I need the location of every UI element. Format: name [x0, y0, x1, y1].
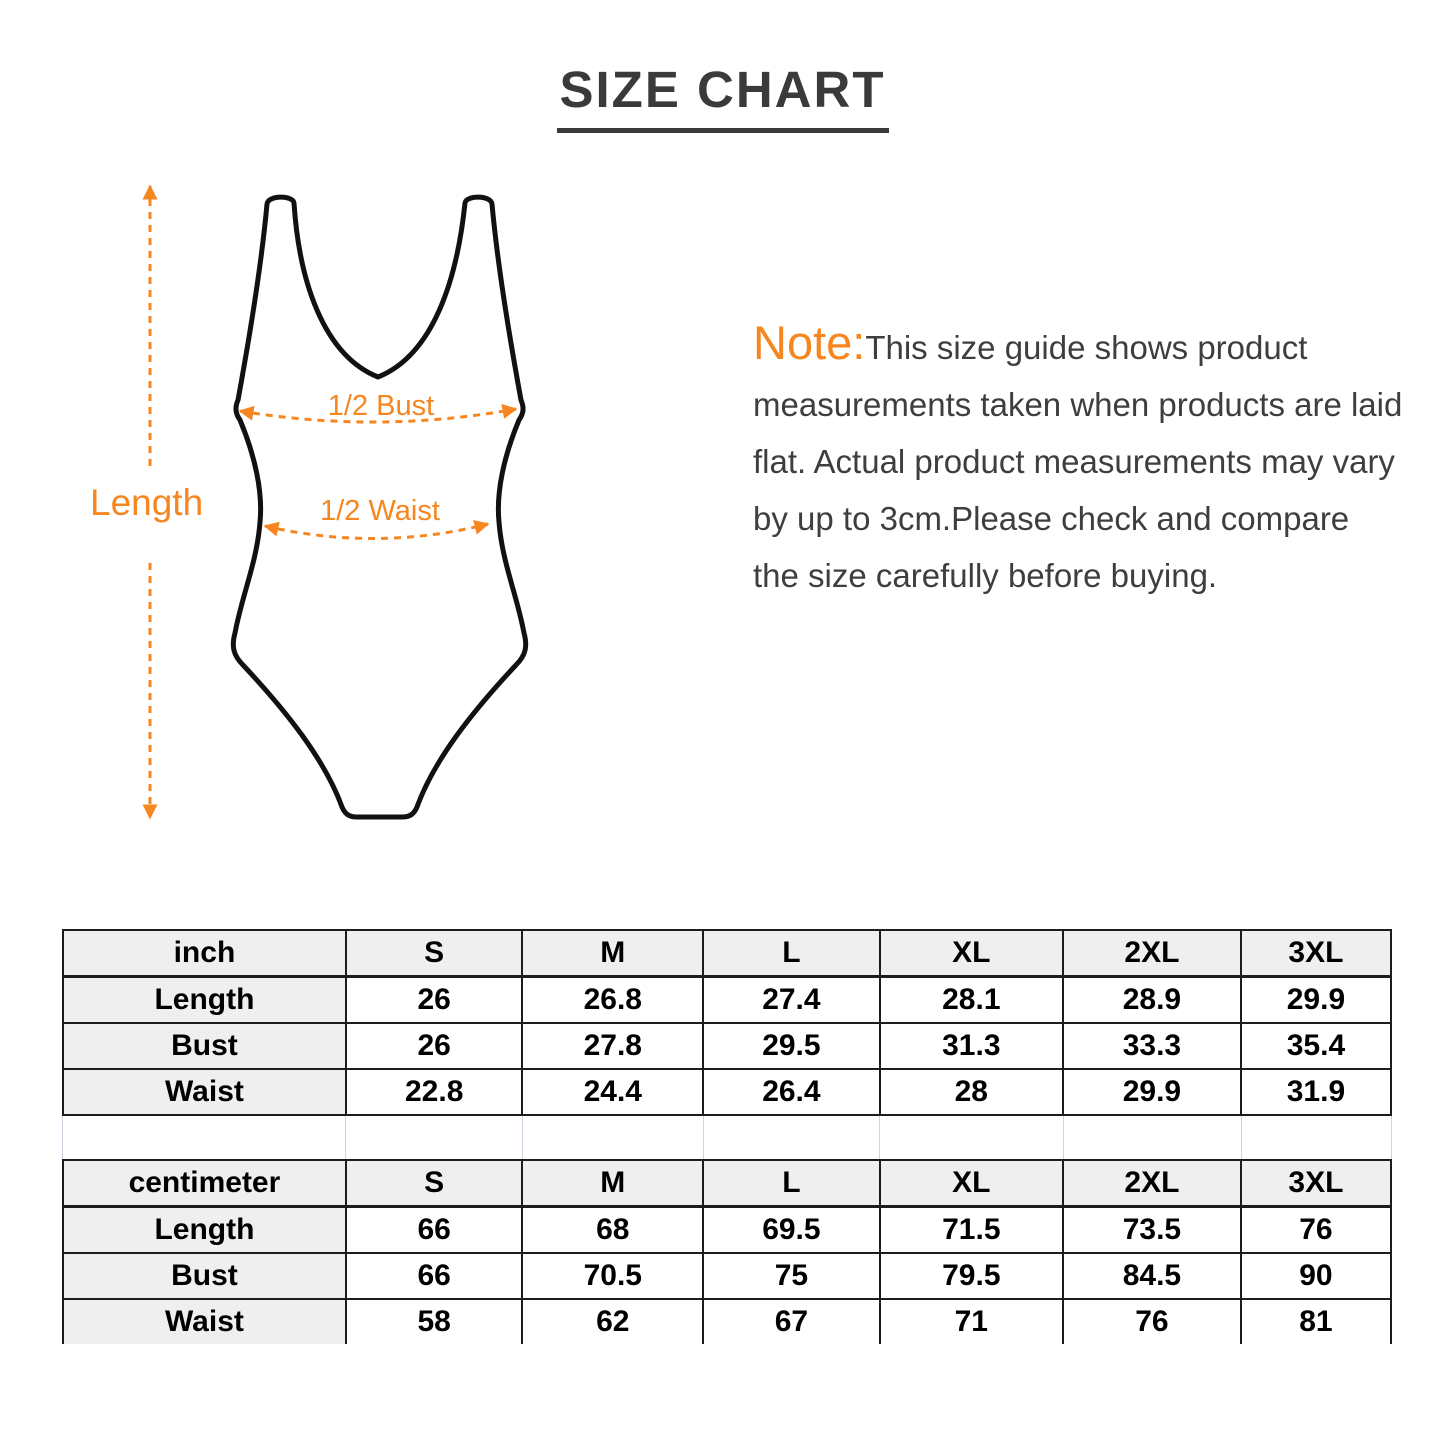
title-area — [0, 60, 1445, 133]
swimsuit-diagram — [60, 170, 570, 880]
cell: 27.8 — [522, 1023, 703, 1069]
col-header: L — [703, 930, 880, 977]
cell: 26 — [346, 1023, 523, 1069]
cell: 35.4 — [1241, 1023, 1391, 1069]
cell: 31.9 — [1241, 1069, 1391, 1115]
table-row — [63, 1023, 1391, 1069]
cell: 73.5 — [1063, 1207, 1241, 1254]
cell: 22.8 — [346, 1069, 523, 1115]
col-header: S — [346, 1160, 523, 1207]
row-label: Length — [63, 977, 346, 1024]
waist-label: 1/2 Waist — [320, 495, 440, 527]
table-row — [63, 977, 1391, 1024]
unit-header: inch — [63, 930, 346, 977]
cell: 26.4 — [703, 1069, 880, 1115]
cell: 26.8 — [522, 977, 703, 1024]
col-header: S — [346, 930, 523, 977]
cell: 28.9 — [1063, 977, 1241, 1024]
col-header: 3XL — [1241, 1160, 1391, 1207]
col-header: 3XL — [1241, 930, 1391, 977]
row-label: Bust — [63, 1023, 346, 1069]
cell: 68 — [522, 1207, 703, 1254]
cell: 28.1 — [880, 977, 1063, 1024]
col-header: M — [522, 1160, 703, 1207]
page-title: SIZE CHART — [557, 60, 889, 133]
cell: 27.4 — [703, 977, 880, 1024]
cell: 26 — [346, 977, 523, 1024]
cell: 29.9 — [1063, 1069, 1241, 1115]
swimsuit-outline — [233, 197, 525, 817]
table-row — [63, 1299, 1391, 1344]
cell: 84.5 — [1063, 1253, 1241, 1299]
table-spacer — [62, 1116, 1392, 1159]
note-prefix: Note: — [753, 316, 866, 369]
table-row — [63, 1207, 1391, 1254]
table-header-row — [63, 1160, 1391, 1207]
cell: 81 — [1241, 1299, 1391, 1344]
cell: 24.4 — [522, 1069, 703, 1115]
centimeter-table — [62, 1159, 1392, 1344]
cell: 29.5 — [703, 1023, 880, 1069]
inch-table — [62, 929, 1392, 1116]
cell: 76 — [1241, 1207, 1391, 1254]
size-tables — [62, 929, 1392, 1344]
col-header: XL — [880, 930, 1063, 977]
table-row — [63, 1253, 1391, 1299]
note-block — [753, 314, 1403, 604]
cell: 75 — [703, 1253, 880, 1299]
col-header: 2XL — [1063, 930, 1241, 977]
bust-label: 1/2 Bust — [327, 390, 435, 422]
cell: 31.3 — [880, 1023, 1063, 1069]
cell: 29.9 — [1241, 977, 1391, 1024]
cell: 71 — [880, 1299, 1063, 1344]
cell: 58 — [346, 1299, 523, 1344]
cell: 28 — [880, 1069, 1063, 1115]
length-label: Length — [90, 482, 204, 523]
row-label: Waist — [63, 1069, 346, 1115]
col-header: 2XL — [1063, 1160, 1241, 1207]
cell: 62 — [522, 1299, 703, 1344]
cell: 66 — [346, 1207, 523, 1254]
row-label: Bust — [63, 1253, 346, 1299]
cell: 79.5 — [880, 1253, 1063, 1299]
col-header: L — [703, 1160, 880, 1207]
col-header: M — [522, 930, 703, 977]
table-header-row — [63, 930, 1391, 977]
cell: 66 — [346, 1253, 523, 1299]
row-label: Length — [63, 1207, 346, 1254]
note-text: This size guide shows product measurements taken when products are laid flat. Actual product measurements may vary by up to 3cm.Please check and compare the size carefully before buying. — [753, 329, 1403, 594]
cell: 70.5 — [522, 1253, 703, 1299]
cell: 69.5 — [703, 1207, 880, 1254]
cell: 33.3 — [1063, 1023, 1241, 1069]
col-header: XL — [880, 1160, 1063, 1207]
cell: 71.5 — [880, 1207, 1063, 1254]
row-label: Waist — [63, 1299, 346, 1344]
cell: 76 — [1063, 1299, 1241, 1344]
cell: 67 — [703, 1299, 880, 1344]
unit-header: centimeter — [63, 1160, 346, 1207]
cell: 90 — [1241, 1253, 1391, 1299]
table-row — [63, 1069, 1391, 1115]
